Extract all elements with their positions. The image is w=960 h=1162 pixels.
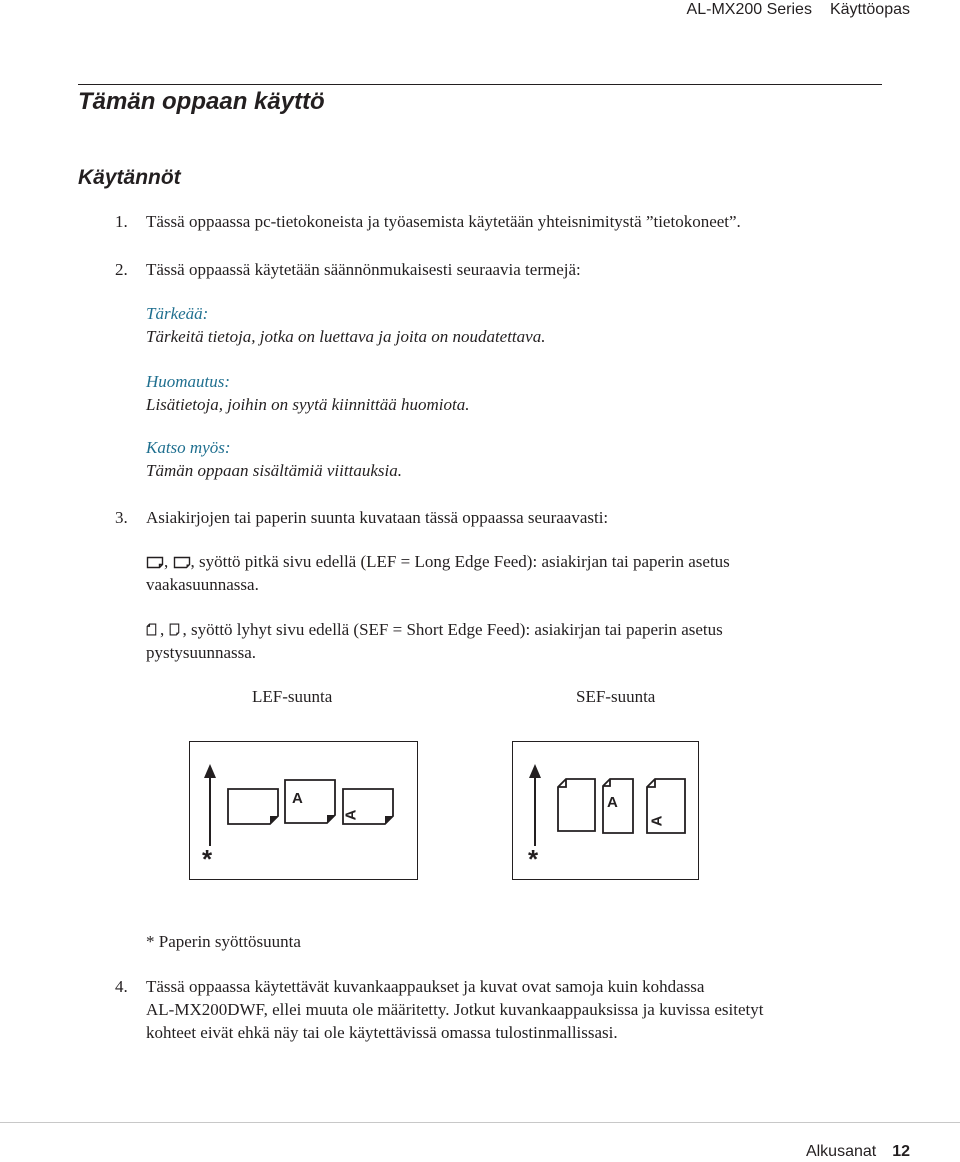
sef-text-line1: , syöttö lyhyt sivu edellä (SEF = Short Edge Feed): asiakirjan tai paperin asetus — [182, 620, 723, 639]
lef-figure-label: LEF-suunta — [252, 687, 333, 706]
feed-direction-star: * — [202, 844, 213, 874]
term-label-note: Huomautus: — [146, 372, 231, 391]
term-text-see-also: Tämän oppaan sisältämiä viittauksia. — [146, 461, 402, 480]
lef-paper-icon — [173, 553, 191, 570]
header-rule — [78, 84, 882, 85]
sef-diagram — [513, 742, 697, 878]
feed-arrow-icon — [204, 764, 216, 846]
footer-rule — [0, 1122, 960, 1123]
lef-paper-plain — [228, 789, 278, 824]
lef-original-icon — [146, 553, 164, 570]
sef-paper-icon — [169, 621, 183, 638]
letter-a: A — [607, 794, 618, 811]
figure-footnote: * Paperin syöttösuunta — [146, 932, 301, 951]
running-footer — [806, 1142, 910, 1162]
feed-direction-star: * — [528, 844, 539, 874]
page-title: Tämän oppaan käyttö — [78, 88, 325, 115]
item-number: 2. — [115, 260, 128, 279]
letter-a-rotated: A — [648, 815, 666, 827]
term-label-see-also: Katso myös: — [146, 438, 231, 457]
header-doc-title: Käyttöopas — [829, 1, 910, 18]
term-text-note: Lisätietoja, joihin on syytä kiinnittää huomiota. — [146, 395, 470, 414]
sef-description — [146, 618, 723, 641]
item-number: 4. — [115, 977, 128, 996]
sef-figure — [512, 741, 699, 880]
item-text: Tässä oppaassa pc-tietokoneista ja työasemista käytetään yhteisnimitystä ”tietokoneet”. — [146, 212, 741, 231]
lef-figure — [189, 741, 418, 880]
running-header — [687, 0, 910, 20]
lef-diagram — [190, 742, 416, 878]
comma: , — [160, 620, 165, 639]
feed-arrow-icon — [529, 764, 541, 846]
item-number: 3. — [115, 508, 128, 527]
letter-a: A — [292, 790, 303, 807]
lef-text-line1: , syöttö pitkä sivu edellä (LEF = Long Edge Feed): asiakirjan tai paperin asetus — [190, 552, 730, 571]
lef-text-line2: vaakasuunnassa. — [146, 575, 259, 594]
letter-a-rotated: A — [342, 809, 360, 821]
item-text: Tässä oppaassä käytetään säännönmukaisesti seuraavia termejä: — [146, 260, 581, 279]
item-text: Asiakirjojen tai paperin suunta kuvataan tässä oppaassa seuraavasti: — [146, 508, 609, 527]
header-product: AL-MX200 Series — [686, 1, 812, 18]
item-text-line: Tässä oppaassa käytettävät kuvankaappaukset ja kuvat ovat samoja kuin kohdassa — [146, 977, 705, 996]
comma: , — [164, 552, 169, 571]
sef-original-icon — [146, 621, 160, 638]
item-text-line: AL-MX200DWF, ellei muuta ole määritetty. Jotkut kuvankaappauksissa ja kuvissa esitetyt — [146, 1000, 764, 1019]
term-text-important: Tärkeitä tietoja, jotka on luettava ja joita on noudatettava. — [146, 327, 546, 346]
section-heading: Käytännöt — [78, 166, 181, 189]
sef-figure-label: SEF-suunta — [576, 687, 656, 706]
footer-section: Alkusanat — [805, 1143, 877, 1160]
item-text-line: kohteet eivät ehkä näy tai ole käytettävissä omassa tulostinmallissasi. — [146, 1023, 618, 1042]
page-number: 12 — [892, 1143, 910, 1160]
sef-paper-plain — [558, 779, 595, 831]
item-number: 1. — [115, 212, 128, 231]
sef-text-line2: pystysuunnassa. — [146, 643, 257, 662]
lef-description — [146, 550, 730, 573]
term-label-important: Tärkeää: — [146, 304, 209, 323]
